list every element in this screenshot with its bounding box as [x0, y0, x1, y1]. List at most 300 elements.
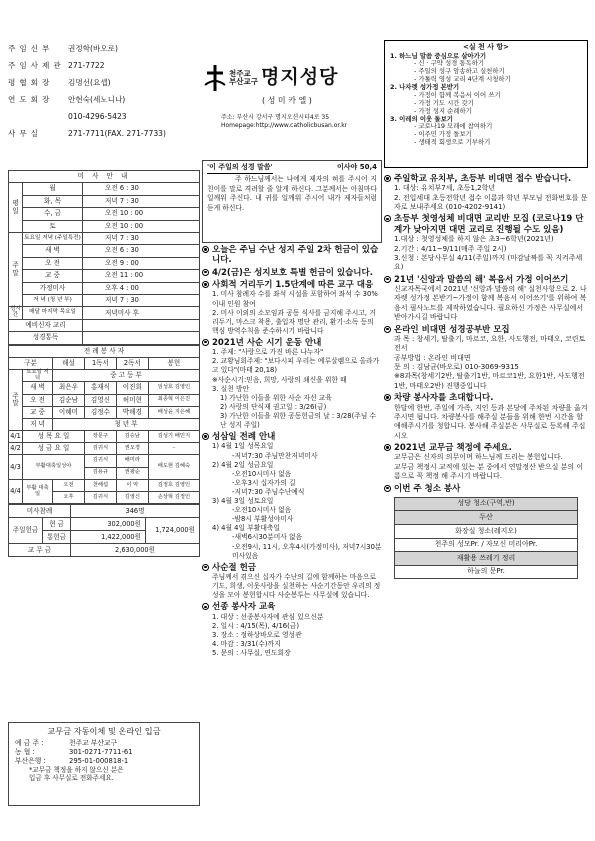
cleaning-head: 성당 청소(구역,반): [395, 497, 578, 511]
notice-section: [202, 268, 382, 278]
servers-row: [9, 418, 200, 430]
holy-week-row: [9, 431, 200, 443]
holy-server-a: 김용규: [84, 467, 116, 479]
bullet-icon: [202, 602, 212, 612]
notice-body: [384, 235, 588, 273]
notice-heading: [202, 245, 382, 266]
notice-heading: [202, 338, 382, 348]
notice-section: [384, 174, 588, 212]
circle-bullet-icon: [384, 175, 391, 182]
info-label: 주임신부: [8, 43, 54, 53]
practice-sub-item: - 주일의 성구 암송하고 실천하기: [414, 67, 505, 76]
practice-sub-item: - 가톨릭 영성 교리 4단계 시청하기: [414, 75, 511, 84]
notice-line: 공부방법 : 온라인 비대면: [394, 353, 471, 362]
mass-row: [9, 257, 200, 269]
offering-label: 주일헌금: [9, 518, 43, 544]
cleaning-row: [395, 552, 578, 566]
practice-sub-item: - 이주민 가정 돌보기: [414, 130, 472, 139]
holy-server-c: -: [148, 443, 199, 455]
holy-date: 4/3: [9, 455, 23, 479]
holy-server-c: 김성기 배민지: [148, 431, 199, 443]
mass-category: 화, 목: [23, 195, 83, 207]
donation-note-1: *교무금 책정을 하지 않으신 분은: [29, 765, 124, 774]
mass-category: 가정미사: [23, 282, 83, 294]
cleaning-assignee: 하늘의 문Pr.: [395, 565, 578, 579]
right-column: [384, 172, 588, 579]
holy-week-row: [9, 443, 200, 455]
offering-subtotal: 1,724,000원: [146, 518, 200, 544]
bullet-icon: [202, 563, 212, 573]
donation-value: 천주교 부산교구: [69, 738, 118, 747]
servers-group-value: 청 년 부: [53, 418, 200, 430]
holy-server-a: 김귀식: [84, 492, 116, 504]
holy-server-a: 천해섭: [84, 479, 116, 491]
servers-offering: 임성호 김영인: [148, 382, 199, 394]
notice-section: [384, 443, 588, 481]
holy-server-b: 김승남: [116, 431, 148, 443]
holy-hour-label: 성시간: [10, 306, 21, 319]
servers-cat: 오 전: [23, 394, 53, 406]
notice-heading-text: 차량 봉사자를 초대합니다.: [394, 393, 494, 404]
notice-body: [202, 290, 382, 335]
offering-cash-value: 302,000원: [71, 518, 146, 531]
notice-heading-text: 주일학교 유치부, 초등부 비대면 접수 받습니다.: [394, 174, 572, 184]
practice-sub-item: - 신 · 구약 성경 통독하기: [414, 59, 485, 68]
cleaning-assignee: 화장실 청소(레지오): [395, 525, 578, 539]
holy-server-a: 김귀식: [84, 455, 116, 467]
donation-value: 301-0271-7711-61: [69, 747, 133, 756]
notice-line: 4. 마감 : 3/31(수)까지: [212, 639, 281, 648]
attendance-value: 346명: [71, 505, 200, 518]
attendance-label: 미사참례: [9, 505, 71, 518]
weekend-label: 주말: [9, 232, 23, 306]
notice-line: 1. 미사 참례자 수를 좌석 시설을 포함하여 좌석 수 30% 이내 인원 참여: [212, 290, 378, 308]
notice-body: [202, 442, 382, 560]
holy-week-row: [9, 479, 200, 491]
servers-weekend-label: 주말: [9, 370, 23, 431]
parish-logo: [203, 58, 381, 98]
cleaning-assignee: 재활용 쓰레기 정리: [395, 552, 578, 566]
weekly-word-body: 주 하느님께서는 나에게 제자의 혀를 주시어 지친이를 말로 격려할 줄 알게 하신다. 그분께서는 아침마다 일깨워 주신다. 내 귀를 일깨워 주시어 내가 제자들처럼 듣게 하신다.: [207, 174, 377, 212]
mass-row: [9, 282, 200, 294]
mass-time: 저녁미사 후: [83, 307, 200, 320]
servers-reader-1: 김정수: [84, 406, 116, 418]
mass-time: 오전 9 : 00: [83, 257, 200, 269]
info-value: 271-7722: [68, 60, 105, 70]
info-label: 평협회장: [8, 77, 54, 87]
practice-heading: 1. 하느님 말씀 중심으로 살아가기: [390, 51, 487, 60]
parish-name: 명지성당: [260, 66, 339, 89]
circle-bullet-icon: [202, 339, 209, 346]
notice-line: 3. 실천 방안: [212, 384, 250, 393]
info-row: [8, 57, 198, 74]
servers-cat: 교 중: [23, 406, 53, 418]
servers-col-header: 2독서: [116, 357, 148, 369]
donation-row: [15, 739, 193, 748]
bullet-icon: [384, 214, 394, 235]
circle-bullet-icon: [384, 444, 391, 451]
notice-body: [384, 285, 588, 323]
holy-date: 4/4: [9, 479, 23, 503]
notice-line: 2) 사랑의 단식재 권고일 : 3/26(금): [220, 402, 327, 411]
mass-category: 저 녁 (청 년 부): [23, 294, 83, 306]
notice-heading-text: 이번 주 청소 봉사: [394, 483, 461, 494]
notice-section: [202, 280, 382, 336]
servers-commentator: 최은우: [53, 382, 85, 394]
weekday-label: 평일: [9, 183, 23, 233]
notice-heading-text: 21년 '신앙과 말씀의 해' 복음서 가정 이어쓰기: [394, 274, 569, 285]
bullet-icon: [384, 174, 394, 184]
notice-line: -저녁7:30 주님수난예식: [232, 487, 305, 496]
notice-line: 3.신청 : 본당사무실 4/11(주일)까지 (마감날짜를 꼭 지켜주세요): [394, 253, 583, 272]
practice-sub-item: - 가정 기도 시간 갖기: [414, 98, 474, 107]
notice-section: [384, 484, 588, 494]
servers-row: [9, 382, 200, 394]
holy-server-b: 이 악: [116, 479, 148, 491]
notice-line: -밤8시 부활성야미사: [232, 515, 294, 524]
notice-line: 2. 교황님회주제: "보다시피 우리는 예루살렘으로 올라가고 있다"(마태 20,18): [212, 357, 380, 375]
servers-commentator: 이혜미: [53, 406, 85, 418]
servers-group-value: 중 고 등 부: [53, 370, 200, 382]
notice-line: 1) 4월 1일 성목요일: [212, 442, 274, 451]
notice-heading-text: 온라인 비대면 성경공부반 모집: [394, 324, 510, 335]
circle-bullet-icon: [202, 564, 209, 571]
notice-line: 2. 미사 이외의 소모임과 공동 식사를 금지해 주시고, 거리두기, 마스크 착용, 출입자 명단 관리, 환기·소독 등의 핵심 방역수칙을 준수하시기 바랍니다: [212, 308, 376, 335]
parish-homepage[interactable]: Homepage:http://www.catholicbusan.or.kr: [221, 122, 348, 130]
servers-reader-1: 홍재식: [84, 382, 116, 394]
notice-line: -새벽6시30분미사 없음: [232, 533, 303, 542]
notice-heading: [384, 275, 588, 285]
notice-line: ※8과목(창세기2반, 탈출기1반, 마르코1반, 요한1반, 사도행전1반, 마태오2반) 진행중입니다: [394, 372, 585, 390]
info-row: [8, 108, 198, 125]
practice-sub-item: - 가정 성지 순례하기: [414, 106, 472, 115]
notice-heading-text: 4/2(금)은 성지보호 특별 헌금이 있습니다.: [212, 267, 373, 278]
info-label: 사무실: [8, 128, 43, 138]
bullet-icon: [384, 393, 394, 403]
practice-heading: 2. 나자렛 성가정 본받기: [390, 83, 460, 92]
holy-server-b: 권광순: [116, 467, 148, 479]
notice-line: 3) 4월 3일 성토요일: [212, 497, 274, 506]
mass-row: [9, 183, 200, 195]
notice-line: 1. 대상: 유치부7세, 초등1,2학년: [394, 184, 496, 193]
finance-table: [8, 504, 200, 557]
notice-line: -오후3시 십자가의 길: [232, 478, 296, 487]
tithe-value: 2,630,000원: [71, 544, 200, 557]
donation-row: [15, 748, 193, 757]
servers-title: 전 례 봉 사 자: [9, 345, 200, 357]
mass-category: 교 중: [23, 270, 83, 282]
cleaning-row: [395, 511, 578, 525]
liturgy-servers-table: [8, 345, 200, 504]
bullet-icon: [202, 280, 212, 290]
mass-schedule-table: [8, 170, 200, 345]
notice-section: [202, 602, 382, 658]
notice-line: -오전10시미사 없음: [232, 469, 292, 478]
notice-line: 2. 전입세대 초등전학년 접수 이름과 학년 부모님 전화번호를 문자로 보내주세요 (010-4202-9141): [394, 193, 588, 212]
bullet-icon: [384, 325, 394, 335]
notice-heading: [384, 325, 588, 335]
logo-line-1: 천주교: [229, 69, 251, 79]
bullet-icon: [384, 484, 394, 494]
donation-value: 295-01-000818-1: [69, 756, 129, 765]
offering-cash-label: 현 금: [43, 518, 71, 531]
mass-category: 매달 마지막 목요일: [23, 307, 83, 320]
practice-title: <실 천 사 항>: [462, 43, 510, 51]
circle-bullet-icon: [202, 433, 209, 440]
notice-heading: [384, 174, 588, 184]
servers-reader-2: 이진희: [116, 382, 148, 394]
holy-name: 오후: [53, 492, 85, 504]
notice-line: -오전9시, 11시, 오후4시(가정미사), 저녁7시30분 미사있음: [232, 542, 382, 560]
info-value: 권정학(바오로): [68, 43, 118, 53]
notice-section: [384, 393, 588, 441]
info-value: 271-7711(FAX. 271-7733): [68, 128, 166, 138]
mass-row: [9, 220, 200, 232]
donation-info-box: [8, 722, 200, 806]
holy-server-a: 김귀식: [84, 443, 116, 455]
holy-server-a: 장문구: [84, 431, 116, 443]
notice-line: 1) 가난한 이들을 위한 사순 자선 교육: [220, 393, 332, 402]
mass-category: 오 전: [23, 257, 83, 269]
weekly-word-box: [202, 160, 382, 243]
servers-reader-2: 박해경: [116, 406, 148, 418]
parish-info: [8, 40, 198, 142]
mass-row: [9, 307, 200, 320]
notice-heading-text: 사순절 헌금: [212, 562, 257, 573]
practice-items-box: [384, 40, 588, 168]
notice-body: [384, 404, 588, 442]
mass-row: [9, 232, 200, 244]
info-value: 안현숙(세노니나): [68, 94, 126, 104]
prep-class-value: [83, 320, 200, 332]
notice-heading: [202, 602, 382, 612]
notice-line: 한달에 한번, 주일에 가족, 지인 등과 본당에 주차된 차량을 옮겨 주시면 됩니다. 차량봉사를 해주실 분들을 위해 한번 시간을 할애해주시기를 청합니다. 봉사해 주실분은 사무실로 등록해 주십시오: [394, 403, 588, 440]
servers-row: [9, 406, 200, 418]
donation-label: 예 금 주 :: [15, 738, 44, 747]
mass-time: 오전 6 : 30: [83, 245, 200, 257]
bible-reading-value: [83, 332, 200, 344]
notice-line: 5. 문의 : 사무실, 연도회장: [212, 649, 291, 658]
notice-section: [384, 214, 588, 272]
notice-line: 1. 주제: "사랑으로 가진 바른 나누자": [212, 348, 324, 357]
notice-heading-text: 선종 봉사자 교육: [212, 602, 276, 613]
notice-heading-text: 2021년 교무금 책정에 주세요.: [394, 443, 512, 454]
notice-line: 교무금은 신자의 의무이며 하느님께 드리는 봉헌입니다.: [394, 453, 563, 462]
notice-section: [202, 432, 382, 561]
notice-body: [384, 184, 588, 212]
notice-line: 3) 가난한 이들을 위한 공동헌금의 날 : 3/28(주님 수난 성지 주일): [220, 411, 377, 430]
servers-col-header: 1독서: [84, 357, 116, 369]
notice-section: [202, 338, 382, 430]
servers-row: [9, 394, 200, 406]
notice-line: 1. 대상 : 선종봉사자에 관심 있으신분: [212, 612, 324, 621]
offering-envelope-value: 1,422,000원: [71, 531, 146, 544]
notice-section: [384, 325, 588, 392]
bullet-icon: [384, 275, 394, 285]
notice-line: 2.기간 : 4/11~9/11(매주 주일 2시): [394, 244, 507, 253]
circle-bullet-icon: [384, 485, 391, 492]
notice-line: ※사순시기:믿음, 희망, 사랑의 쇄신을 위한 때: [212, 375, 347, 384]
notice-section: [202, 245, 382, 266]
notice-line: 문 의 : 김남균(바오로) 010-3069-9315: [394, 363, 519, 372]
mass-category: 월: [23, 183, 83, 195]
notice-body: [202, 613, 382, 658]
notice-line: -오전10시미사 없음: [232, 506, 292, 515]
cleaning-row: [395, 565, 578, 579]
holy-name: 성 목 요 일: [23, 431, 85, 443]
mass-category: 수, 금: [23, 208, 83, 220]
practice-sub-item: - 코로나19 모래에 참여하기: [414, 122, 493, 131]
practice-heading: 3. 이레의 이웃 돌보기: [390, 114, 453, 123]
servers-col-header: 봉헌: [148, 357, 199, 369]
circle-bullet-icon: [202, 246, 209, 253]
notice-section: [384, 275, 588, 323]
cleaning-assignee: 두산: [395, 511, 578, 525]
circle-bullet-icon: [384, 394, 391, 401]
notice-heading-text: 2021년 사순 시기 운동 안내: [212, 337, 322, 348]
donation-label: 농 협 :: [15, 747, 35, 756]
tithe-label: 교 무 금: [9, 544, 71, 557]
weekly-word-title: '이 주일의 성경 말씀': [207, 163, 273, 174]
servers-reader-2: 허미현: [116, 394, 148, 406]
holy-name: 오전: [53, 479, 85, 491]
offering-envelope-label: 통헌금: [43, 531, 71, 544]
holy-name: 성 금 요 일: [23, 443, 85, 455]
holy-subname: 부활 대축일: [23, 479, 53, 503]
servers-cat: 새 벽: [23, 382, 53, 394]
info-label: 연도회장: [8, 94, 54, 104]
info-value: 김명선(요셉): [68, 77, 111, 87]
middle-column: [202, 160, 382, 658]
bullet-icon: [384, 443, 394, 453]
mass-schedule-title: 미 사 안 내: [9, 171, 200, 183]
info-row: [8, 74, 198, 91]
notice-heading-text: 사회적 거리두기 1.5단계에 따른 교구 대응: [212, 280, 374, 291]
holy-date: 4/1: [9, 431, 23, 443]
bullet-icon: [202, 245, 212, 266]
notice-body: [384, 335, 588, 391]
mass-category: 토: [23, 220, 83, 232]
notice-line: 신교자목국에서 2021년 '신앙과 말씀의 해' 실천사항으로 2. 나자렛 성가정 본받기~가정이 함께 복음서 이어쓰기'를 위하여 복음서 필사노트를 제작하였습니다. 필요하신 가정은 사무실에서 받아가시길 바랍니다: [394, 285, 587, 322]
donation-note-2: 입금 후 사무실로 전화주세요.: [29, 774, 114, 783]
mass-row: [9, 245, 200, 257]
servers-offering: 최종혁 이은진: [148, 394, 199, 406]
mass-category: 토요일 저녁 (주일특전): [23, 232, 83, 244]
bullet-icon: [202, 268, 212, 278]
servers-reader-1: 김영신: [84, 394, 116, 406]
circle-bullet-icon: [202, 603, 209, 610]
cleaning-assignee: 천주의 성모Pr. / 자모신 미리아Pr.: [395, 538, 578, 552]
circle-bullet-icon: [202, 269, 209, 276]
practice-sub-item: - 생태적 회생으로 기부하기: [414, 138, 491, 147]
notice-heading: [202, 280, 382, 290]
bullet-icon: [202, 432, 212, 442]
cleaning-table: [394, 497, 578, 580]
bullet-icon: [202, 338, 212, 348]
circle-bullet-icon: [384, 276, 391, 283]
mass-row: [9, 195, 200, 207]
notice-body: [202, 573, 382, 600]
mass-time: 저녁 7 : 30: [83, 294, 200, 306]
mass-time: 저녁 7 : 30: [83, 195, 200, 207]
info-row: [8, 40, 198, 57]
holy-date: 4/2: [9, 443, 23, 455]
servers-cat: 토요일 저 녁: [23, 370, 53, 382]
mass-category: 새 벽: [23, 245, 83, 257]
info-label: 주임사제관: [8, 60, 65, 70]
parish-address-block: [221, 114, 347, 130]
servers-commentator: 김순남: [53, 394, 85, 406]
mass-time: 오전 6 : 30: [83, 183, 200, 195]
logo-line-2: 부산교구: [229, 77, 258, 86]
holy-name: 부활대축일성야: [23, 455, 85, 479]
holy-server-c: 손상혁 김정인: [148, 492, 199, 504]
parish-logo-icon: [203, 63, 227, 93]
notice-line: 2) 4월 2일 성금요일: [212, 460, 274, 469]
mass-row: [9, 208, 200, 220]
servers-cat: 저 녁: [23, 418, 53, 430]
notice-heading: [202, 268, 382, 278]
mass-time: 오전 11 : 00: [83, 270, 200, 282]
practice-sub-item: - 가정이 함께 복음서 이어 쓰기: [414, 90, 501, 99]
notice-heading: [202, 563, 382, 573]
donation-label: 부산은행 :: [15, 756, 46, 765]
parish-address: 주소: 부산시 강서구 명지오션시티4로 35: [221, 114, 330, 121]
patron-saint: ( 성 미 카 엘 ): [262, 96, 312, 105]
circle-bullet-icon: [384, 326, 391, 333]
donation-row: [15, 757, 193, 766]
notice-line: 2. 일시 : 4/15(목), 4/16(금): [212, 621, 299, 630]
donation-title: 교무금 자동이체 및 온라인 입금: [47, 726, 161, 736]
servers-col-header: 해설: [53, 357, 85, 369]
mass-row: [9, 294, 200, 306]
notice-heading-text: 오늘은 주님 수난 성지 주일 2차 헌금이 있습니다.: [212, 245, 379, 266]
servers-offering: 배성윤 지은혜: [148, 406, 199, 418]
weekly-word-reference: 이사야 50,4: [337, 163, 377, 171]
notice-line: 1.대상 : 첫영성체를 하지 않은 초3~6학년(2021년): [394, 235, 554, 244]
notice-section: [202, 563, 382, 601]
notice-heading: [384, 393, 588, 403]
left-column: [8, 170, 200, 557]
notice-body: [202, 348, 382, 430]
notice-heading-text: 성삼일 전례 안내: [212, 432, 276, 443]
notice-heading: [384, 484, 588, 494]
holy-server-b: 배미라: [116, 455, 148, 467]
notice-heading: [384, 443, 588, 453]
servers-col-header: 구분: [9, 357, 53, 369]
info-row: [8, 91, 198, 108]
holy-server-c: 김정호 김영인: [148, 479, 199, 491]
circle-bullet-icon: [202, 281, 209, 288]
notice-line: 교무금 책정시 교적에 있는 분 중에서 연말정산 받으실 분의 이름으로 꼭 책정 해 주시기 바랍니다.: [394, 462, 584, 481]
cleaning-row: [395, 538, 578, 552]
mass-time: 오후 4 : 00: [83, 282, 200, 294]
mass-time: 오전 10 : 00: [83, 208, 200, 220]
notice-body: [384, 453, 588, 481]
holy-server-b: 권오경: [116, 443, 148, 455]
notice-heading: [202, 432, 382, 442]
circle-bullet-icon: [384, 215, 391, 222]
servers-row: [9, 370, 200, 382]
info-value: 010-4296-5423: [68, 111, 127, 121]
cleaning-row: [395, 525, 578, 539]
notice-line: -저녁7:30 주님만찬저녁미사: [232, 451, 318, 460]
mass-time: 오전 10 : 00: [83, 220, 200, 232]
notice-heading: [384, 214, 588, 235]
holy-server-b: 김영신: [116, 492, 148, 504]
notice-heading-text: 초등부 첫영성체 비대면 교리반 모집 (코로나19 단계가 낮아지면 대면 교리로 진행될 수도 있음): [394, 214, 584, 235]
holy-week-row: [9, 455, 200, 467]
